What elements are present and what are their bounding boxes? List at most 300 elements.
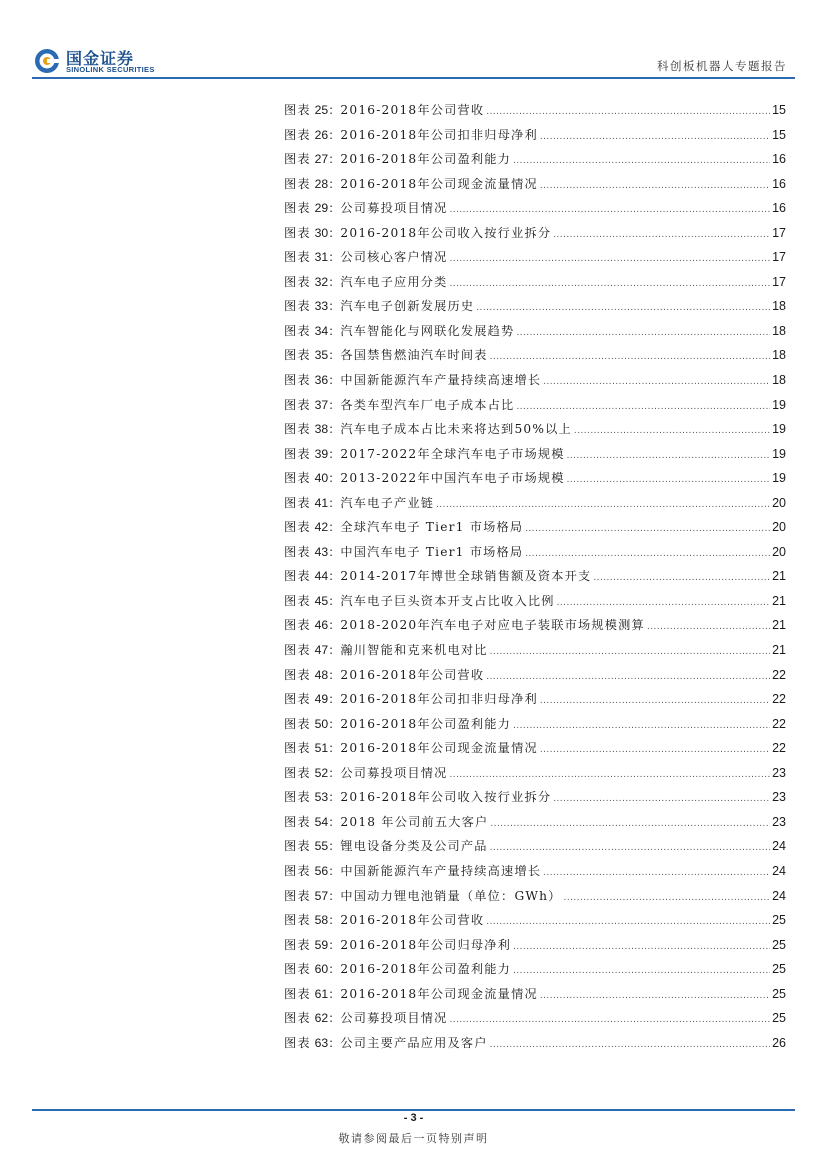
- toc-entry-prefix: 图表: [284, 1011, 311, 1026]
- toc-entry-leader-dots: [513, 959, 770, 984]
- toc-entry-colon: ：: [328, 741, 341, 756]
- toc-entry[interactable]: [284, 491, 786, 516]
- toc-entry-prefix: 图表: [284, 863, 311, 878]
- toc-entry-leader-dots: [513, 149, 770, 174]
- toc-entry-title: 2016-2018年公司收入按行业拆分: [340, 225, 552, 240]
- toc-entry-title: 各类车型汽车厂电子成本占比: [340, 397, 515, 412]
- toc-entry-leader-dots: [593, 566, 770, 591]
- toc-entry-label: [284, 613, 645, 638]
- toc-entry-colon: ：: [328, 716, 341, 731]
- toc-entry-label: [284, 123, 538, 148]
- toc-entry-page: 20: [772, 520, 786, 535]
- toc-entry-colon: ：: [328, 274, 341, 289]
- toc-entry-title: 2013-2022年中国汽车电子市场规模: [340, 471, 565, 486]
- toc-entry-page: 25: [772, 913, 786, 928]
- toc-entry-page: 17: [772, 225, 786, 240]
- toc-entry-prefix: 图表: [284, 495, 311, 510]
- toc-entry[interactable]: [284, 123, 786, 148]
- toc-entry[interactable]: [284, 196, 786, 221]
- toc-entry-colon: ：: [328, 814, 341, 829]
- toc-entry-page: 18: [772, 348, 786, 363]
- toc-entry-prefix: 图表: [284, 127, 311, 142]
- toc-entry-prefix: 图表: [284, 103, 311, 117]
- toc-entry-label: [284, 687, 538, 712]
- toc-entry-label: [284, 147, 511, 172]
- toc-entry-page: 26: [772, 1035, 786, 1050]
- toc-entry-number: 30: [314, 225, 329, 240]
- toc-entry-colon: ：: [328, 348, 341, 363]
- toc-entry-colon: ：: [328, 471, 341, 486]
- toc-entry-prefix: 图表: [284, 520, 311, 535]
- toc-entry-title: 中国汽车电子 Tier1 市场格局: [340, 544, 524, 559]
- toc-entry-number: 57: [314, 888, 329, 903]
- toc-entry-label: [284, 515, 523, 540]
- toc-entry-number: 60: [314, 962, 329, 977]
- toc-entry-number: 26: [314, 127, 329, 142]
- toc-entry-leader-dots: [543, 861, 770, 886]
- toc-entry-number: 32: [314, 274, 329, 289]
- disclaimer-text: 敬请参阅最后一页特别声明: [338, 1132, 489, 1145]
- toc-entry[interactable]: [284, 343, 786, 368]
- toc-entry-page: 19: [772, 422, 786, 437]
- toc-entry[interactable]: [284, 785, 786, 810]
- toc-entry-label: [284, 663, 484, 688]
- toc-entry-title: 2017-2022年全球汽车电子市场规模: [340, 446, 565, 461]
- toc-entry-label: [284, 1006, 448, 1031]
- toc-entry-title: 2016-2018年公司扣非归母净利: [340, 692, 538, 707]
- toc-entry[interactable]: [284, 638, 786, 663]
- toc-entry-label: [284, 442, 565, 467]
- toc-entry-colon: ：: [328, 520, 341, 535]
- toc-entry[interactable]: [284, 294, 786, 319]
- toc-entry[interactable]: [284, 564, 786, 589]
- toc-entry-label: [284, 761, 448, 786]
- toc-entry-leader-dots: [490, 1033, 770, 1058]
- logo-chinese-name: 国金证券: [66, 49, 135, 68]
- toc-entry-prefix: 图表: [284, 176, 311, 191]
- toc-entry-leader-dots: [564, 886, 771, 911]
- toc-entry-title: 2018 年公司前五大客户: [340, 814, 489, 829]
- toc-entry-title: 各国禁售燃油汽车时间表: [340, 348, 488, 363]
- toc-entry-leader-dots: [486, 665, 770, 690]
- toc-entry-number: 29: [314, 201, 329, 216]
- toc-entry-leader-dots: [490, 640, 770, 665]
- toc-entry-page: 17: [772, 250, 786, 265]
- toc-entry-page: 21: [772, 569, 786, 584]
- toc-entry-number: 44: [314, 569, 329, 584]
- toc-entry-page: 19: [772, 446, 786, 461]
- toc-entry-colon: ：: [328, 1011, 341, 1026]
- toc-entry-number: 40: [314, 471, 329, 486]
- toc-entry[interactable]: [284, 515, 786, 540]
- toc-entry-prefix: 图表: [284, 422, 311, 437]
- toc-entry[interactable]: [284, 466, 786, 491]
- toc-entry-colon: ：: [328, 667, 341, 682]
- toc-entry-page: 18: [772, 323, 786, 338]
- toc-entry-page: 16: [772, 176, 786, 191]
- toc-entry-number: 33: [314, 299, 329, 314]
- toc-entry-prefix: 图表: [284, 716, 311, 731]
- toc-entry-colon: ：: [328, 888, 341, 903]
- toc-entry-page: 21: [772, 643, 786, 658]
- toc-entry-colon: ：: [328, 839, 341, 854]
- toc-entry-title: 汽车电子应用分类: [340, 274, 448, 289]
- toc-entry[interactable]: [284, 933, 786, 958]
- toc-entry-page: 25: [772, 962, 786, 977]
- toc-entry-prefix: 图表: [284, 201, 311, 216]
- toc-entry-leader-dots: [540, 738, 770, 763]
- toc-entry-leader-dots: [476, 296, 770, 321]
- toc-entry-title: 汽车电子巨头资本开支占比收入比例: [340, 593, 555, 608]
- toc-entry-page: 24: [772, 839, 786, 854]
- toc-entry-prefix: 图表: [284, 986, 311, 1001]
- toc-entry-colon: ：: [328, 569, 341, 584]
- toc-entry-title: 2016-2018年公司营收: [340, 667, 485, 682]
- toc-entry-leader-dots: [516, 321, 770, 346]
- toc-entry-label: [284, 540, 523, 565]
- toc-entry-title: 2016-2018年公司营收: [340, 103, 485, 117]
- toc-entry-colon: ：: [328, 495, 341, 510]
- toc-entry-leader-dots: [540, 689, 770, 714]
- toc-entry-leader-dots: [490, 836, 770, 861]
- toc-entry-label: [284, 270, 448, 295]
- toc-entry-page: 16: [772, 152, 786, 167]
- toc-entry-title: 2018-2020年汽车电子对应电子装联市场规模测算: [340, 618, 645, 633]
- toc-entry-prefix: 图表: [284, 348, 311, 363]
- footer-divider: [32, 1109, 795, 1111]
- toc-entry-leader-dots: [540, 984, 770, 1009]
- toc-entry-title: 锂电设备分类及公司产品: [340, 839, 488, 854]
- toc-entry-page: 24: [772, 888, 786, 903]
- toc-entry-leader-dots: [543, 370, 770, 395]
- report-title: 科创板机器人专题报告: [657, 59, 787, 73]
- toc-entry-page: 22: [772, 667, 786, 682]
- toc-entry-title: 2016-2018年公司营收: [340, 913, 485, 928]
- toc-entry-title: 2016-2018年公司盈利能力: [340, 962, 512, 977]
- toc-entry-prefix: 图表: [284, 397, 311, 412]
- toc-entry-prefix: 图表: [284, 741, 311, 756]
- toc-entry-colon: ：: [328, 863, 341, 878]
- toc-entry-leader-dots: [490, 812, 770, 837]
- toc-entry-title: 2016-2018年公司盈利能力: [340, 716, 512, 731]
- toc-entry-colon: ：: [328, 397, 341, 412]
- toc-entry-page: 19: [772, 397, 786, 412]
- toc-entry-title: 2016-2018年公司盈利能力: [340, 152, 512, 167]
- toc-entry-prefix: 图表: [284, 765, 311, 780]
- toc-entry-prefix: 图表: [284, 692, 311, 707]
- toc-entry-colon: ：: [328, 544, 341, 559]
- toc-entry[interactable]: [284, 712, 786, 737]
- toc-entry-prefix: 图表: [284, 373, 311, 388]
- toc-entry-prefix: 图表: [284, 913, 311, 928]
- toc-entry[interactable]: [284, 245, 786, 270]
- toc-entry-page: 22: [772, 692, 786, 707]
- toc-entry-number: 37: [314, 397, 329, 412]
- toc-entry-label: [284, 834, 488, 859]
- toc-entry-title: 公司核心客户情况: [340, 250, 448, 265]
- toc-entry-leader-dots: [516, 395, 770, 420]
- toc-entry-leader-dots: [557, 591, 770, 616]
- toc-entry-prefix: 图表: [284, 593, 311, 608]
- toc-entry[interactable]: [284, 147, 786, 172]
- toc-entry-number: 36: [314, 373, 329, 388]
- toc-entry-title: 汽车电子产业链: [340, 495, 435, 510]
- toc-entry-leader-dots: [436, 493, 770, 518]
- toc-entry[interactable]: [284, 172, 786, 197]
- toc-entry-colon: ：: [328, 176, 341, 191]
- toc-entry-number: 58: [314, 913, 329, 928]
- toc-entry-prefix: 图表: [284, 274, 311, 289]
- toc-entry-colon: ：: [328, 152, 341, 167]
- toc-entry-prefix: 图表: [284, 667, 311, 682]
- toc-entry-label: [284, 638, 488, 663]
- toc-entry-label: [284, 933, 511, 958]
- toc-entry-number: 46: [314, 618, 329, 633]
- toc-entry-page: 23: [772, 790, 786, 805]
- header-divider: [32, 77, 795, 79]
- company-logo: [34, 46, 164, 76]
- toc-entry-number: 52: [314, 765, 329, 780]
- toc-entry-leader-dots: [450, 198, 771, 223]
- toc-entry-colon: ：: [328, 913, 341, 928]
- toc-entry-colon: ：: [328, 323, 341, 338]
- toc-entry-number: 62: [314, 1011, 329, 1026]
- toc-entry-leader-dots: [567, 444, 770, 469]
- toc-entry-page: 22: [772, 741, 786, 756]
- toc-entry-prefix: 图表: [284, 618, 311, 633]
- toc-entry-leader-dots: [450, 1008, 771, 1033]
- toc-entry-page: 25: [772, 986, 786, 1001]
- toc-entry-label: [284, 859, 541, 884]
- toc-entry-label: [284, 221, 551, 246]
- toc-entry[interactable]: [284, 613, 786, 638]
- toc-entry-label: [284, 1031, 488, 1056]
- toc-entry-page: 21: [772, 593, 786, 608]
- toc-entry-leader-dots: [490, 345, 770, 370]
- toc-entry-number: 27: [314, 152, 329, 167]
- toc-entry-prefix: 图表: [284, 152, 311, 167]
- toc-entry-number: 41: [314, 495, 329, 510]
- toc-entry-label: [284, 982, 538, 1007]
- toc-entry-label: [284, 736, 538, 761]
- toc-entry-colon: ：: [328, 250, 341, 265]
- toc-entry-label: [284, 172, 538, 197]
- toc-entry[interactable]: [284, 1006, 786, 1031]
- toc-entry[interactable]: [284, 663, 786, 688]
- toc-entry-leader-dots: [540, 174, 770, 199]
- toc-entry-colon: ：: [328, 790, 341, 805]
- toc-entry-number: 42: [314, 520, 329, 535]
- toc-entry-colon: ：: [328, 201, 341, 216]
- toc-entry-leader-dots: [513, 935, 770, 960]
- toc-entry-title: 公司募投项目情况: [340, 1011, 448, 1026]
- logo-english-name: SINOLINK SECURITIES: [66, 65, 155, 74]
- toc-entry-page: 22: [772, 716, 786, 731]
- toc-entry[interactable]: [284, 1031, 786, 1056]
- toc-entry-colon: ：: [328, 103, 341, 117]
- toc-entry-title: 汽车智能化与网联化发展趋势: [340, 323, 515, 338]
- toc-entry-prefix: 图表: [284, 790, 311, 805]
- toc-entry-title: 2016-2018年公司扣非归母净利: [340, 127, 538, 142]
- toc-entry-title: 汽车电子成本占比未来将达到50%以上: [340, 422, 572, 437]
- toc-entry-prefix: 图表: [284, 888, 311, 903]
- toc-entry-prefix: 图表: [284, 446, 311, 461]
- toc-entry-page: 20: [772, 495, 786, 510]
- toc-entry-number: 61: [314, 986, 329, 1001]
- toc-entry-title: 2016-2018年公司现金流量情况: [340, 741, 538, 756]
- toc-entry-title: 中国新能源汽车产量持续高速增长: [340, 863, 542, 878]
- toc-entry-page: 21: [772, 618, 786, 633]
- toc-entry[interactable]: [284, 368, 786, 393]
- toc-entry[interactable]: [284, 982, 786, 1007]
- toc-entry-number: 45: [314, 593, 329, 608]
- toc-entry-number: 53: [314, 790, 329, 805]
- toc-entry[interactable]: [284, 761, 786, 786]
- toc-entry[interactable]: [284, 859, 786, 884]
- sinolink-logo-icon: [34, 48, 60, 74]
- toc-entry-label: [284, 196, 448, 221]
- toc-entry-number: 39: [314, 446, 329, 461]
- toc-entry-number: 47: [314, 643, 329, 658]
- toc-entry-leader-dots: [574, 419, 770, 444]
- toc-entry-prefix: 图表: [284, 225, 311, 240]
- toc-entry-leader-dots: [525, 542, 770, 567]
- toc-entry-colon: ：: [328, 299, 341, 314]
- toc-entry-colon: ：: [328, 446, 341, 461]
- toc-entry-colon: ：: [328, 225, 341, 240]
- toc-entry-title: 2016-2018年公司归母净利: [340, 937, 512, 952]
- toc-entry-prefix: 图表: [284, 937, 311, 952]
- toc-entry-page: 16: [772, 201, 786, 216]
- toc-entry-label: [284, 294, 474, 319]
- toc-entry-title: 中国动力锂电池销量（单位：GWh）: [340, 888, 562, 903]
- toc-entry-number: 48: [314, 667, 329, 682]
- toc-entry-colon: ：: [328, 962, 341, 977]
- toc-entry[interactable]: [284, 98, 786, 123]
- toc-entry[interactable]: [284, 270, 786, 295]
- toc-entry[interactable]: [284, 908, 786, 933]
- toc-entry-title: 2016-2018年公司收入按行业拆分: [340, 790, 552, 805]
- toc-entry-page: 25: [772, 1011, 786, 1026]
- page-header: [0, 0, 827, 80]
- toc-entry-colon: ：: [328, 643, 341, 658]
- toc-entry-number: 34: [314, 323, 329, 338]
- toc-entry-label: [284, 343, 488, 368]
- toc-entry-colon: ：: [328, 986, 341, 1001]
- toc-entry-title: 2016-2018年公司现金流量情况: [340, 176, 538, 191]
- toc-entry-title: 瀚川智能和克来机电对比: [340, 643, 488, 658]
- toc-entry-number: 28: [314, 176, 329, 191]
- toc-entry-prefix: 图表: [284, 962, 311, 977]
- toc-entry-label: [284, 785, 551, 810]
- toc-entry-page: 15: [772, 127, 786, 142]
- toc-entry-label: [284, 957, 511, 982]
- toc-entry-title: 中国新能源汽车产量持续高速增长: [340, 373, 542, 388]
- toc-entry-prefix: 图表: [284, 299, 311, 314]
- toc-entry-leader-dots: [486, 100, 770, 125]
- toc-entry-page: 24: [772, 863, 786, 878]
- toc-entry-label: [284, 245, 448, 270]
- toc-entry-leader-dots: [553, 223, 770, 248]
- toc-entry-page: 15: [772, 103, 786, 117]
- toc-entry-number: 50: [314, 716, 329, 731]
- toc-entry-number: 25: [314, 103, 329, 117]
- toc-entry-prefix: 图表: [284, 569, 311, 584]
- toc-entry-page: 25: [772, 937, 786, 952]
- toc-entry-colon: ：: [328, 618, 341, 633]
- toc-entry-label: [284, 98, 484, 123]
- toc-entry-page: 23: [772, 765, 786, 780]
- toc-entry-colon: ：: [328, 373, 341, 388]
- toc-entry-page: 17: [772, 274, 786, 289]
- toc-entry-colon: ：: [328, 127, 341, 142]
- toc-entry-label: [284, 564, 591, 589]
- toc-entry[interactable]: [284, 884, 786, 909]
- toc-entry-leader-dots: [513, 714, 770, 739]
- page-number: - 3 -: [403, 1112, 424, 1124]
- toc-entry[interactable]: [284, 589, 786, 614]
- toc-entry-prefix: 图表: [284, 1035, 311, 1050]
- toc-entry-leader-dots: [567, 468, 770, 493]
- toc-entry-title: 公司主要产品应用及客户: [340, 1035, 488, 1050]
- toc-entry[interactable]: [284, 319, 786, 344]
- toc-entry-label: [284, 491, 434, 516]
- toc-entry-colon: ：: [328, 422, 341, 437]
- toc-entry-leader-dots: [553, 787, 770, 812]
- toc-entry-prefix: 图表: [284, 544, 311, 559]
- toc-entry[interactable]: [284, 957, 786, 982]
- toc-entry-page: 18: [772, 299, 786, 314]
- toc-entry-number: 63: [314, 1035, 329, 1050]
- toc-entry[interactable]: [284, 417, 786, 442]
- toc-entry-number: 35: [314, 348, 329, 363]
- toc-entry-leader-dots: [450, 272, 771, 297]
- toc-entry-title: 公司募投项目情况: [340, 765, 448, 780]
- toc-entry-number: 55: [314, 839, 329, 854]
- toc-entry-number: 38: [314, 422, 329, 437]
- toc-entry-number: 51: [314, 741, 329, 756]
- toc-entry-label: [284, 884, 562, 909]
- toc-entry-label: [284, 417, 572, 442]
- toc-entry-leader-dots: [647, 615, 770, 640]
- toc-entry-number: 49: [314, 692, 329, 707]
- toc-entry-title: 2014-2017年博世全球销售额及资本开支: [340, 569, 592, 584]
- toc-entry[interactable]: [284, 393, 786, 418]
- toc-entry-label: [284, 466, 565, 491]
- toc-entry[interactable]: [284, 442, 786, 467]
- toc-entry[interactable]: [284, 810, 786, 835]
- toc-entry-colon: ：: [328, 765, 341, 780]
- toc-entry-number: 54: [314, 814, 329, 829]
- toc-entry[interactable]: [284, 736, 786, 761]
- toc-entry-leader-dots: [486, 910, 770, 935]
- toc-entry-leader-dots: [450, 247, 771, 272]
- toc-entry-label: [284, 393, 514, 418]
- toc-entry-page: 23: [772, 814, 786, 829]
- toc-entry-prefix: 图表: [284, 250, 311, 265]
- toc-entry-prefix: 图表: [284, 839, 311, 854]
- toc-entry[interactable]: [284, 540, 786, 565]
- toc-entry-label: [284, 589, 555, 614]
- toc-entry-title: 全球汽车电子 Tier1 市场格局: [340, 520, 524, 535]
- toc-entry[interactable]: [284, 834, 786, 859]
- toc-entry[interactable]: [284, 687, 786, 712]
- toc-entry-page: 18: [772, 373, 786, 388]
- toc-entry-page: 20: [772, 544, 786, 559]
- toc-entry-label: [284, 319, 514, 344]
- toc-entry-label: [284, 368, 541, 393]
- toc-entry[interactable]: [284, 221, 786, 246]
